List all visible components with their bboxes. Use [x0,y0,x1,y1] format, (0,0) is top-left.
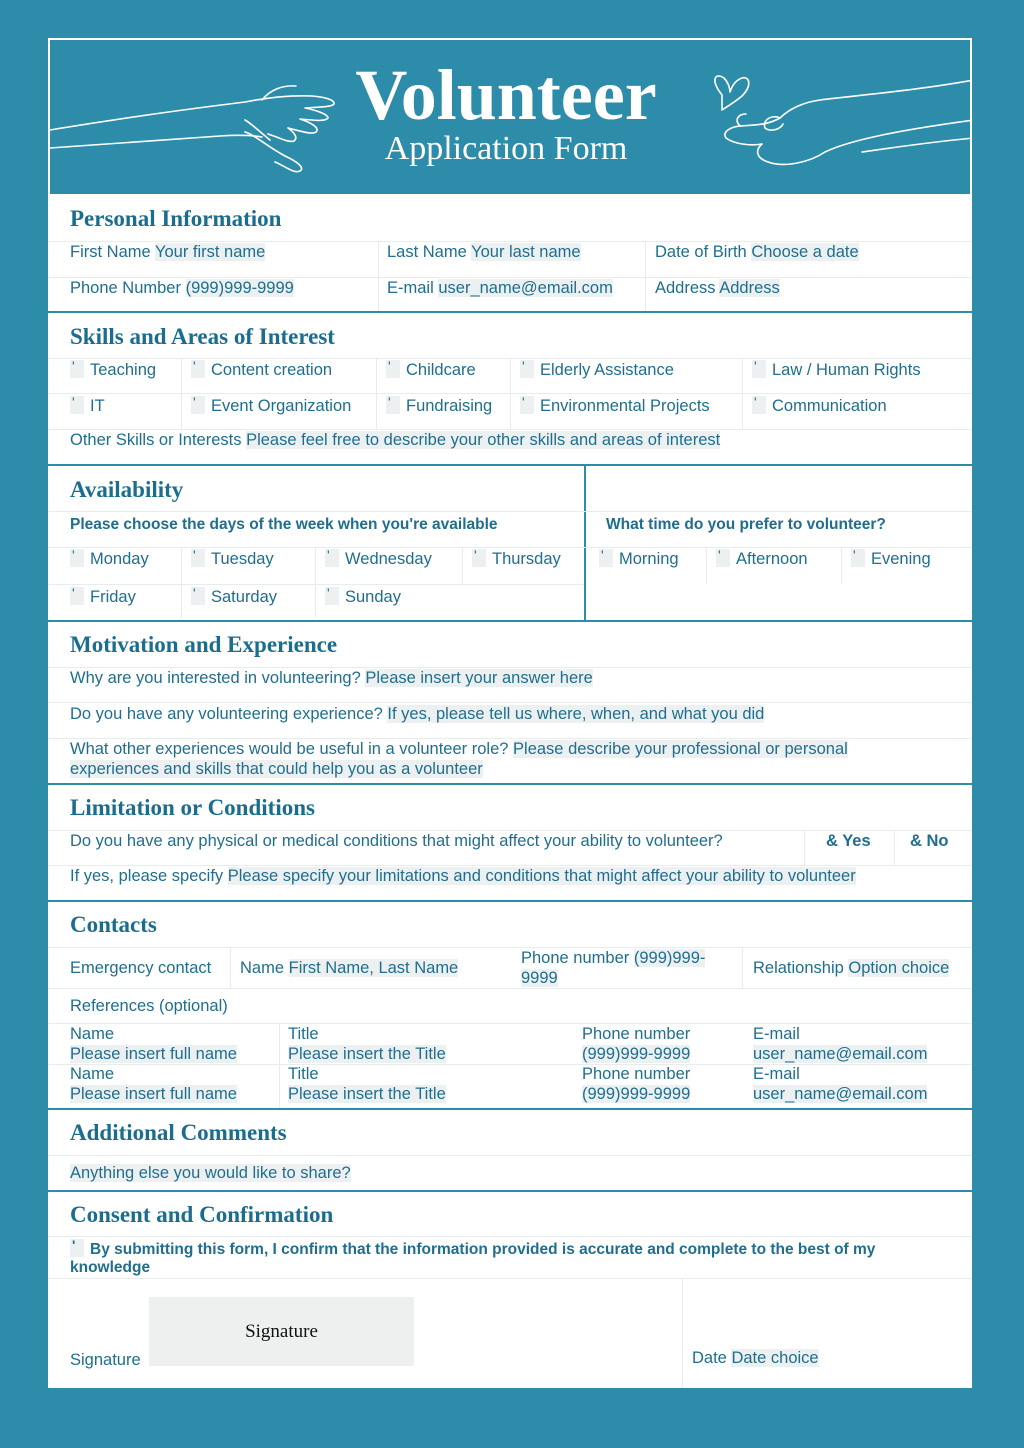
limitations-specify-field[interactable] [70,867,856,886]
reference-2-title-label: Title [288,1065,319,1083]
reference-1-name-label: Name [70,1025,115,1043]
consent-checkbox[interactable] [70,1239,875,1259]
reference-2-email-value[interactable]: user_name@email.com [753,1085,928,1103]
checkbox-icon[interactable] [191,549,205,567]
phone-label: Phone Number [70,279,181,297]
col-divider [462,547,463,584]
reference-1-phone-value[interactable]: (999)999-9999 [582,1045,691,1063]
col-divider [682,1278,683,1388]
first-name-input[interactable]: Your first name [154,243,266,261]
last-name-field[interactable] [387,243,581,262]
day-checkbox-monday[interactable] [70,549,149,569]
checkbox-icon[interactable] [70,1239,84,1257]
checkbox-icon[interactable] [599,549,613,567]
limitations-specify-label: If yes, please specify [70,867,224,885]
reference-1-email-label: E-mail [753,1025,800,1043]
reference-2-email-input[interactable] [753,1085,927,1104]
day-checkbox-tuesday[interactable] [191,549,274,569]
reference-1-name-value[interactable]: Please insert full name [70,1045,237,1063]
row-divider [48,1236,972,1237]
skill-label: Content creation [211,361,333,379]
col-divider [315,547,316,618]
day-label: Tuesday [211,550,274,568]
motivation-q3-label: What other experiences would be useful in a volunteer role? [70,740,509,758]
checkbox-icon[interactable] [752,396,766,414]
day-label: Friday [90,588,136,606]
checkbox-icon[interactable] [520,360,534,378]
reference-1-phone-input[interactable] [582,1045,690,1064]
reference-2-title-value[interactable]: Please insert the Title [288,1085,446,1103]
row-divider [48,830,972,831]
row-divider [48,667,972,668]
motivation-q1-field[interactable] [70,669,593,688]
reference-1-email-input[interactable] [753,1045,927,1064]
skill-checkbox-law[interactable] [752,360,921,380]
row-divider [48,1155,972,1156]
emergency-phone-field-cont[interactable] [521,969,558,988]
consent-statement: By submitting this form, I confirm that the information provided is accurate and complete to the best of my [90,1241,876,1258]
skill-checkbox-it[interactable] [70,396,105,416]
checkbox-icon[interactable] [325,549,339,567]
limitations-yes-option[interactable]: & Yes [826,832,871,850]
motivation-q3-input[interactable]: Please describe your professional or personal [513,740,848,758]
reference-2-name-input[interactable] [70,1085,237,1104]
consent-statement-cont: knowledge [70,1259,151,1276]
emergency-phone-field[interactable] [521,949,705,968]
skill-checkbox-teaching[interactable] [70,360,156,380]
form-subtitle: Application Form [384,130,628,167]
time-label: Afternoon [736,550,808,568]
phone-field[interactable] [70,279,294,298]
emergency-relationship-field[interactable] [753,959,949,978]
first-name-field[interactable] [70,243,265,262]
col-divider [279,1023,280,1108]
email-label: E-mail [387,279,434,297]
days-prompt: Please choose the days of the week when you're available [70,516,498,533]
section-title-limitations: Limitation or Conditions [70,795,315,820]
day-label: Wednesday [345,550,432,568]
col-divider [804,830,805,865]
day-checkbox-saturday[interactable] [191,587,277,607]
emergency-name-input[interactable]: First Name, Last Name [288,959,459,977]
email-input[interactable]: user_name@email.com [438,279,613,297]
other-skills-field[interactable] [70,431,720,450]
row-divider [48,1023,972,1024]
row-divider [48,393,972,394]
reference-1-title-value[interactable]: Please insert the Title [288,1045,446,1063]
row-divider [48,547,972,548]
row-divider [48,1064,972,1065]
day-checkbox-thursday[interactable] [472,549,561,569]
col-divider [230,947,231,988]
row-divider [48,241,972,242]
emergency-contact-label: Emergency contact [70,959,212,977]
day-checkbox-wednesday[interactable] [325,549,432,569]
checkbox-icon[interactable] [70,549,84,567]
motivation-q2-field[interactable] [70,705,764,724]
checkbox-icon[interactable] [752,360,766,378]
first-name-label: First Name [70,243,151,261]
motivation-q2-input[interactable]: If yes, please tell us where, when, and what you did [387,705,765,723]
day-label: Saturday [211,588,278,606]
email-field[interactable] [387,279,613,298]
motivation-q1-label: Why are you interested in volunteering? [70,669,361,687]
section-divider [48,783,972,785]
time-label: Evening [871,550,931,568]
skill-label: IT [90,397,105,415]
limitations-question: Do you have any physical or medical conditions that might affect your ability to volunteer? [70,832,723,850]
skill-label: Fundraising [406,397,493,415]
form-title: Volunteer [355,55,657,135]
skill-checkbox-content-creation[interactable] [191,360,332,380]
skill-checkbox-event[interactable] [191,396,351,416]
checkbox-icon[interactable] [851,549,865,567]
day-label: Sunday [345,588,401,606]
row-divider [48,1278,972,1279]
skill-checkbox-elderly[interactable] [520,360,674,380]
date-label: Date [692,1349,727,1367]
checkbox-icon[interactable] [386,396,400,414]
row-divider [48,865,972,866]
section-title-comments: Additional Comments [70,1120,287,1145]
skill-label: Communication [772,397,887,415]
dob-label: Date of Birth [655,243,747,261]
reference-2-name-value[interactable]: Please insert full name [70,1085,237,1103]
section-title-motivation: Motivation and Experience [70,632,338,657]
reference-2-phone-input[interactable] [582,1085,690,1104]
time-label: Morning [619,550,679,568]
skill-label: Childcare [406,361,476,379]
emergency-phone-input-cont[interactable]: 9999 [521,969,558,987]
checkbox-icon[interactable] [191,587,205,605]
date-field[interactable] [692,1349,819,1368]
time-prompt: What time do you prefer to volunteer? [606,516,886,533]
time-checkbox-evening[interactable] [851,549,931,569]
comments-prompt[interactable]: Anything else you would like to share? [70,1164,351,1182]
checkbox-icon[interactable] [520,396,534,414]
skill-checkbox-environmental[interactable] [520,396,710,416]
references-label: References (optional) [70,997,228,1015]
relationship-select[interactable]: Option choice [848,959,950,977]
reference-2-phone-label: Phone number [582,1065,691,1083]
section-divider [48,1190,972,1192]
reference-1-phone-label: Phone number [582,1025,691,1043]
checkbox-icon[interactable] [191,396,205,414]
day-checkbox-friday[interactable] [70,587,136,607]
section-divider [48,311,972,313]
reference-2-phone-value[interactable]: (999)999-9999 [582,1085,691,1103]
skill-label: Elderly Assistance [540,361,674,379]
checkbox-icon[interactable] [191,360,205,378]
address-input[interactable]: Address [719,279,780,297]
motivation-q3-field-cont[interactable] [70,760,483,779]
reference-1-title-input[interactable] [288,1045,446,1064]
skill-label: Teaching [90,361,157,379]
limitations-no-option[interactable]: & No [910,832,949,850]
motivation-q3-field[interactable] [70,740,848,759]
row-divider [48,511,972,512]
comments-input[interactable] [70,1164,351,1183]
reference-2-email-label: E-mail [753,1065,800,1083]
emergency-name-label: Name [240,959,285,977]
relationship-label: Relationship [753,959,844,977]
section-divider [48,1108,972,1110]
checkbox-icon[interactable] [70,396,84,414]
section-title-consent: Consent and Confirmation [70,1202,334,1227]
date-input[interactable]: Date choice [731,1349,819,1367]
form-page [48,38,972,1388]
row-divider [48,738,972,739]
section-title-contacts: Contacts [70,912,157,937]
col-divider [181,547,182,618]
section-title-skills: Skills and Areas of Interest [70,324,335,349]
reference-2-title-input[interactable] [288,1085,446,1104]
day-label: Monday [90,550,149,568]
day-label: Thursday [492,550,561,568]
limitations-specify-input[interactable]: Please specify your limitations and conditions that might affect your ability to volunteer [227,867,856,885]
row-divider [48,988,972,989]
row-divider [48,429,972,430]
address-field[interactable] [655,279,780,298]
checkbox-icon[interactable] [716,549,730,567]
col-divider [742,947,743,988]
skill-label: Event Organization [211,397,352,415]
emergency-phone-label: Phone number [521,949,630,967]
dob-input[interactable]: Choose a date [751,243,859,261]
section-title-availability: Availability [70,477,184,502]
phone-input[interactable]: (999)999-9999 [185,279,294,297]
section-divider [48,620,972,622]
skill-label: Law / Human Rights [772,361,921,379]
row-divider [48,702,972,703]
last-name-label: Last Name [387,243,467,261]
skill-checkbox-fundraising[interactable] [386,396,492,416]
emergency-name-field[interactable] [240,959,458,978]
section-divider [48,900,972,902]
form-header [48,38,972,196]
other-skills-input[interactable]: Please feel free to describe your other skills and areas of interest [246,431,721,449]
skill-label: Environmental Projects [540,397,710,415]
reference-2-name-label: Name [70,1065,115,1083]
row-divider [48,584,584,585]
row-divider [48,947,972,948]
checkbox-icon[interactable] [386,360,400,378]
availability-divider [584,466,586,620]
dob-field[interactable] [655,243,859,262]
col-divider [841,547,842,584]
section-divider [48,464,972,466]
checkbox-icon[interactable] [325,587,339,605]
motivation-q2-label: Do you have any volunteering experience? [70,705,383,723]
reference-1-name-input[interactable] [70,1045,237,1064]
col-divider [706,547,707,584]
row-divider [48,277,972,278]
motivation-q1-input[interactable]: Please insert your answer here [365,669,593,687]
time-checkbox-morning[interactable] [599,549,679,569]
skill-checkbox-childcare[interactable] [386,360,476,380]
checkbox-icon[interactable] [472,549,486,567]
checkbox-icon[interactable] [70,360,84,378]
motivation-q3-input-cont[interactable]: experiences and skills that could help you as a volunteer [70,760,483,778]
address-label: Address [655,279,716,297]
day-checkbox-sunday[interactable] [325,587,401,607]
emergency-phone-input[interactable]: (999)999- [633,949,706,967]
time-checkbox-afternoon[interactable] [716,549,808,569]
section-title-personal: Personal Information [70,206,282,231]
last-name-input[interactable]: Your last name [471,243,581,261]
other-skills-label: Other Skills or Interests [70,431,242,449]
signature-box[interactable]: Signature [149,1297,414,1366]
signature-label: Signature [70,1351,141,1369]
reference-1-email-value[interactable]: user_name@email.com [753,1045,928,1063]
skill-checkbox-communication[interactable] [752,396,887,416]
checkbox-icon[interactable] [70,587,84,605]
col-divider [894,830,895,865]
reference-1-title-label: Title [288,1025,319,1043]
